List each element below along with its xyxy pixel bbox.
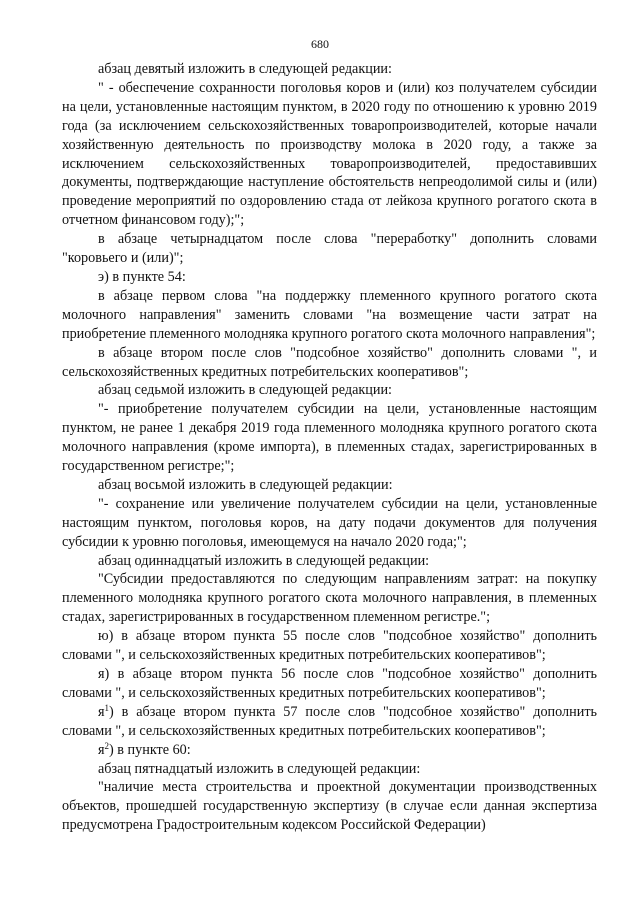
paragraph: "наличие места строительства и проектной документации производственных объектов, прошедшей государственную экспертизу (в случае если данная экспертиза предусмотрена Градостроительным кодексом Российской Федерации) [62,779,597,834]
paragraph: абзац восьмой изложить в следующей редакции: [98,476,393,493]
paragraph: абзац пятнадцатый изложить в следующей редакции: [98,760,421,777]
paragraph: абзац девятый изложить в следующей редакции: [98,61,392,77]
paragraph: "- приобретение получателем субсидии на цели, установленные настоящим пунктом, не ранее 1 декабря 2019 года племенного молодняка крупного рогатого скота молочного направления (кроме импорта), в племенных стадах, зарегистрированных в государственном регистре;"; [62,401,597,475]
paragraph [62,703,597,741]
paragraph: " - обеспечение сохранности поголовья коров и (или) коз получателем субсидии на цели, установленные настоящим пунктом, в 2020 году по отношению к уровню 2019 года (за исключением сельскохозяйственных товаропроизводителей, которые начали хозяйственную деятельность по производству молока в 2020 году, а также за исключением сельскохозяйственных товаропроизводителей, предоставивших документы, подтверждающие наступление обстоятельств непреодолимой силы и (или) проведение мероприятий по оздоровлению стада от лейкоза крупного рогатого скота в отчетном финансовом году);"; [62,79,597,229]
paragraph: абзац седьмой изложить в следующей редакции: [98,382,393,399]
item-superscript: 2 [104,740,110,751]
item-superscript: 1 [104,702,110,713]
paragraph: "- сохранение или увеличение получателем субсидии на цели, установленные настоящим пунктом, поголовья коров, на дату подачи документов для получения субсидии к уровню поголовья, имеющемуся на начало 2020 года;"; [62,495,597,550]
paragraph: я) в абзаце втором пункта 56 после слов "подсобное хозяйство" дополнить словами ", и сельскохозяйственных кредитных потребительских кооперативов"; [62,666,597,701]
paragraph: в абзаце первом слова "на поддержку племенного крупного рогатого скота молочного направления" заменить словами "на возмещение части затрат на приобретение племенного молодняка крупного рогатого скота молочного направления"; [62,287,597,342]
paragraph: в абзаце втором после слов "подсобное хозяйство" дополнить словами ", и сельскохозяйственных кредитных потребительских кооперативов"; [62,344,597,380]
paragraph: в абзаце четырнадцатом после слова "переработку" дополнить словами "коровьего и (или)"; [62,231,597,267]
paragraph: абзац одиннадцатый изложить в следующей редакции: [98,552,430,569]
paragraph: "Субсидии предоставляются по следующим направлениям затрат: на покупку племенного молодняка крупного рогатого скота молочного направления, в племенных стадах, зарегистрированных в государственном племенном регистре."; [62,571,597,626]
page-number: 680 [311,37,329,51]
paragraph-text: ) в пункте 60: [109,741,191,758]
paragraph: ю) в абзаце втором пункта 55 после слов "подсобное хозяйство" дополнить словами ", и сельскохозяйственных кредитных потребительских кооперативов"; [62,628,597,664]
document-body [62,60,597,835]
item-letter: я [98,703,105,720]
paragraph [62,741,597,760]
paragraph-text: ) в абзаце втором пункта 57 после слов "подсобное хозяйство" дополнить словами ", и сельскохозяйственных кредитных потребительских кооперативов"; [62,703,597,739]
paragraph: э) в пункте 54: [98,268,186,285]
item-letter: я [98,741,105,758]
